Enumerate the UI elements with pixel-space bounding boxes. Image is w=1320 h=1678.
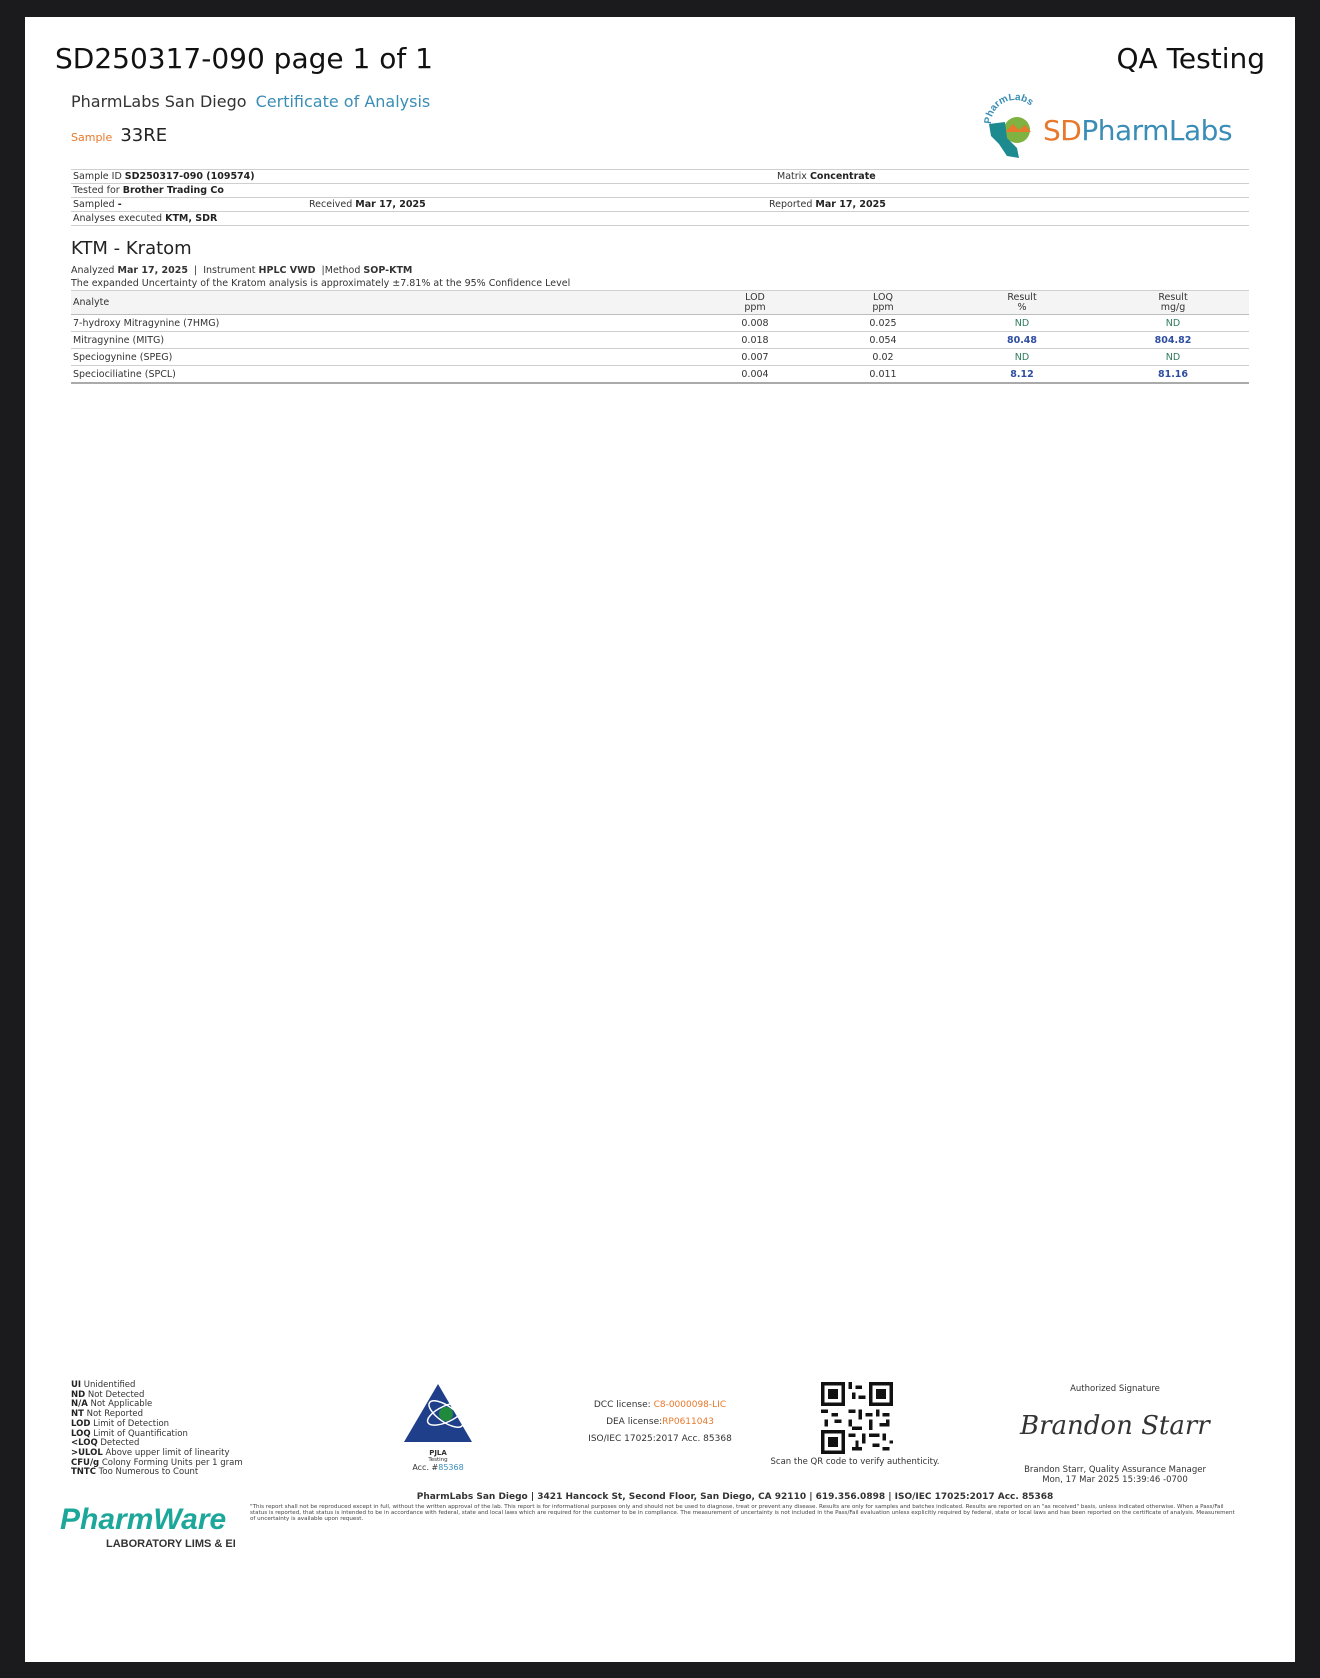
analyses-label: Analyses executed: [73, 213, 163, 224]
sample-info-grid: [71, 169, 1249, 226]
table-row: [71, 349, 1249, 366]
tested-for-label: Tested for: [73, 185, 120, 196]
loq-value: 0.054: [819, 332, 947, 349]
legend-item: ND Not Detected: [71, 1389, 145, 1400]
section-title: KTM - Kratom: [71, 238, 192, 259]
tested-for-value: Brother Trading Co: [122, 185, 224, 196]
document-id: SD250317-090 page 1 of 1: [55, 42, 433, 75]
result-pct-value: ND: [947, 315, 1097, 332]
col-result-mg: [1097, 291, 1249, 315]
info-row-analyses: [71, 211, 1249, 226]
lod-value: 0.008: [691, 315, 819, 332]
sampled-field: [73, 199, 122, 210]
sampled-label: Sampled: [73, 199, 115, 210]
info-row-sample-id: [71, 169, 1249, 183]
loq-value: 0.02: [819, 349, 947, 366]
footer-disclaimer: "This report shall not be reproduced except in full, without the written approval of the lab. This report is for informational purposes only and should not be used to diagnose, treat or prevent any disease. Results are only for samples and batches indicated. Results are reported on an "as received" basis, unless indicated otherwise. When a Pass/Fail status is reported, that status is intended to be in accordance with federal, state and local laws which are required for the customer to be in compliance. The measurement of uncertainty is not included in the Pass/Fail evaluation unless explicitly required by federal, state or local laws and has been reported on the certificate of analysis. Measurement of uncertainty is available upon request.: [250, 1504, 1235, 1522]
pjla-acc: [400, 1463, 476, 1472]
pjla-sub: Testing: [428, 1457, 448, 1463]
analyzed-label: Analyzed: [71, 265, 115, 276]
analysis-meta: Analyzed Mar 17, 2025 | Instrument HPLC VWD |Method SOP-KTM: [71, 265, 413, 276]
analyte-name: Mitragynine (MITG): [71, 332, 691, 349]
instrument-value: HPLC VWD: [258, 265, 316, 276]
analyte-name: Speciociliatine (SPCL): [71, 366, 691, 384]
method-value: SOP-KTM: [363, 265, 413, 276]
logo-pharmlabs: PharmLabs: [1081, 114, 1233, 147]
info-row-tested-for: [71, 183, 1249, 197]
analyte-name: 7-hydroxy Mitragynine (7HMG): [71, 315, 691, 332]
signature-label: Authorized Signature: [1070, 1384, 1160, 1394]
matrix-value: Concentrate: [809, 171, 876, 182]
sd-pharmlabs-logo: [983, 94, 1247, 164]
result-mg-value: 804.82: [1097, 332, 1249, 349]
col-lod: [691, 291, 819, 315]
result-pct-value: 8.12: [947, 366, 1097, 384]
table-row: [71, 366, 1249, 384]
sample-name: 33RE: [120, 125, 168, 146]
signature-script: Brandon Starr: [1020, 1411, 1210, 1441]
dea-value: RP0611043: [662, 1417, 714, 1427]
result-mg-value: ND: [1097, 315, 1249, 332]
footer-address: PharmLabs San Diego | 3421 Hancock St, Second Floor, San Diego, CA 92110 | 619.356.0898 | ISO/IEC 17025:2017 Acc. 85368: [416, 1492, 1054, 1502]
analyses-field: [73, 213, 217, 224]
license-info: [585, 1397, 735, 1448]
table-row: [71, 315, 1249, 332]
col-result-pct-unit: %: [1017, 302, 1027, 313]
reported-value: Mar 17, 2025: [815, 199, 886, 210]
iso-accreditation: ISO/IEC 17025:2017 Acc. 85368: [588, 1434, 732, 1444]
info-row-dates: [71, 197, 1249, 211]
col-analyte: Analyte: [71, 291, 691, 315]
pharmware-sub: LABORATORY LIMS & ELN: [106, 1538, 235, 1550]
table-row: [71, 332, 1249, 349]
col-lod-label: LOD: [745, 292, 765, 303]
signature-image: [1010, 1400, 1230, 1450]
result-pct-value: ND: [947, 349, 1097, 366]
tested-for-field: [73, 185, 224, 196]
analyses-value: KTM, SDR: [165, 213, 218, 224]
california-logo-icon: [983, 94, 1047, 164]
pjla-logo-icon: [400, 1382, 476, 1444]
lod-value: 0.007: [691, 349, 819, 366]
sample-id-field: [73, 171, 255, 182]
sampled-value: -: [117, 199, 122, 210]
legend-item: LOD Limit of Detection: [71, 1418, 170, 1429]
uncertainty-note: The expanded Uncertainty of the Kratom analysis is approximately ±7.81% at the 95% Confidence Level: [71, 278, 571, 289]
analyte-name: Speciogynine (SPEG): [71, 349, 691, 366]
sample-label: Sample: [71, 131, 113, 144]
sample-id-label: Sample ID: [73, 171, 122, 182]
analyzed-date: Mar 17, 2025: [117, 265, 188, 276]
pharmware-logo: [60, 1499, 235, 1555]
qr-caption: Scan the QR code to verify authenticity.: [770, 1457, 940, 1467]
signer-name-title: Brandon Starr, Quality Assurance Manager: [1024, 1465, 1206, 1475]
received-field: [309, 199, 426, 210]
legend-item: LOQ Limit of Quantification: [71, 1428, 188, 1439]
col-loq-label: LOQ: [873, 292, 893, 303]
matrix-label: Matrix: [777, 171, 807, 182]
col-result-mg-unit: mg/g: [1160, 302, 1186, 313]
qr-code-icon[interactable]: [821, 1382, 893, 1454]
received-value: Mar 17, 2025: [355, 199, 426, 210]
dcc-label: DCC license:: [593, 1400, 651, 1410]
method-label: Method: [324, 265, 361, 276]
col-loq-unit: ppm: [872, 302, 894, 313]
dea-label: DEA license:: [606, 1417, 663, 1427]
lod-value: 0.018: [691, 332, 819, 349]
results-table: [71, 290, 1249, 384]
col-loq: [819, 291, 947, 315]
coa-page: [25, 17, 1295, 1662]
reported-label: Reported: [769, 199, 813, 210]
loq-value: 0.025: [819, 315, 947, 332]
acc-label: Acc. #: [412, 1463, 439, 1472]
col-result-pct: [947, 291, 1097, 315]
result-mg-value: ND: [1097, 349, 1249, 366]
legend-item: NT Not Reported: [71, 1409, 144, 1420]
lab-title: [71, 92, 430, 111]
result-mg-value: 81.16: [1097, 366, 1249, 384]
pjla-label: PJLA: [429, 1449, 447, 1457]
acc-number: 85368: [438, 1463, 464, 1472]
instrument-label: Instrument: [203, 265, 256, 276]
result-pct-value: 80.48: [947, 332, 1097, 349]
sample-id-value: SD250317-090 (109574): [124, 171, 255, 182]
document-type: Certificate of Analysis: [255, 92, 431, 111]
legend-item: CFU/g Colony Forming Units per 1 gram: [71, 1457, 243, 1468]
dea-license: [585, 1414, 735, 1431]
pharmware-wordmark: PharmWare: [60, 1503, 227, 1536]
results-header-row: [71, 291, 1249, 315]
lab-name: PharmLabs San Diego: [71, 92, 247, 111]
qa-testing-label: QA Testing: [1116, 42, 1265, 75]
legend-item: N/A Not Applicable: [71, 1399, 153, 1410]
col-result-pct-label: Result: [1007, 292, 1037, 303]
abbreviation-legend: [71, 1381, 243, 1478]
legend-item: TNTC Too Numerous to Count: [71, 1467, 199, 1478]
loq-value: 0.011: [819, 366, 947, 384]
legend-item: <LOQ Detected: [71, 1438, 140, 1449]
lod-value: 0.004: [691, 366, 819, 384]
dcc-value: C8-0000098-LIC: [653, 1400, 727, 1410]
legend-item: >ULOL Above upper limit of linearity: [71, 1447, 230, 1458]
pjla-accreditation: [400, 1382, 476, 1472]
signer-info: [1015, 1465, 1215, 1485]
matrix-field: [777, 171, 876, 182]
signature-timestamp: Mon, 17 Mar 2025 15:39:46 -0700: [1042, 1475, 1188, 1485]
col-result-mg-label: Result: [1158, 292, 1188, 303]
legend-item: UI Unidentified: [71, 1380, 136, 1390]
logo-wordmark: [1043, 114, 1232, 147]
dcc-license: [585, 1397, 735, 1414]
logo-arc-text: PharmLabs: [983, 94, 1036, 125]
received-label: Received: [309, 199, 353, 210]
reported-field: [769, 199, 886, 210]
col-lod-unit: ppm: [744, 302, 766, 313]
logo-sd: SD: [1043, 114, 1082, 147]
sample-name-line: [71, 125, 167, 146]
